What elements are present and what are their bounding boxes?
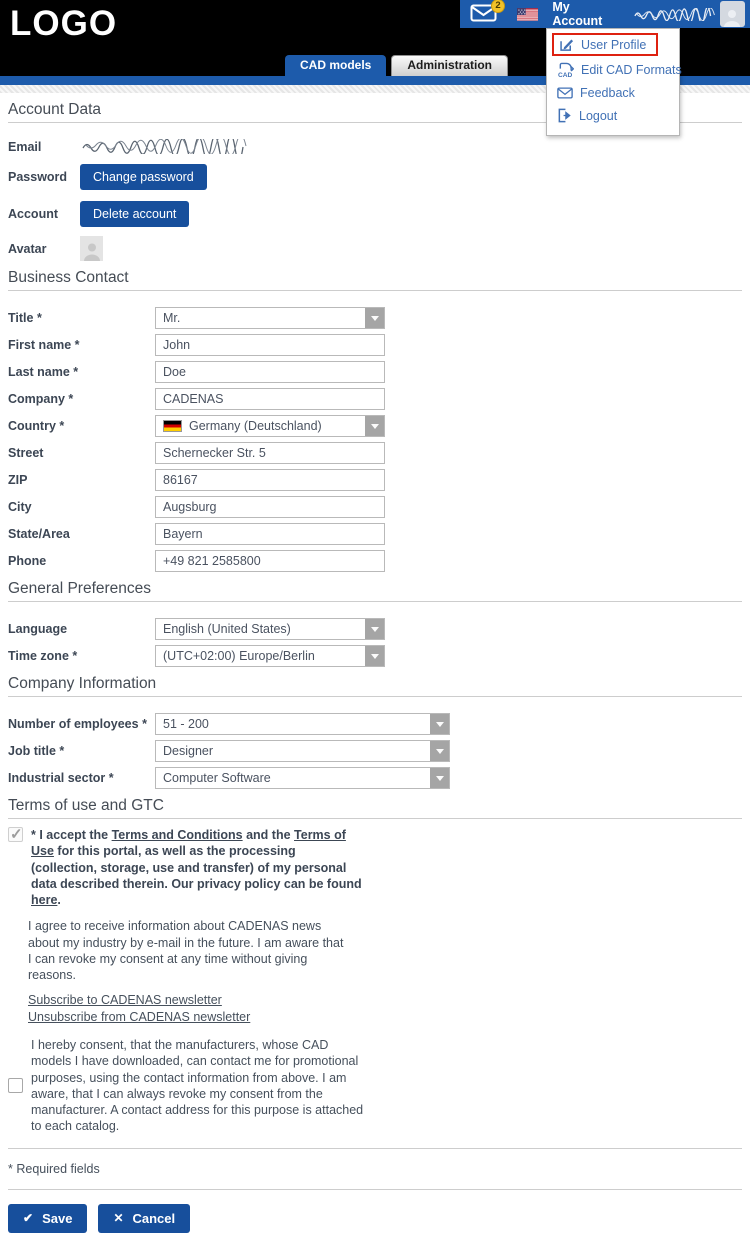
menu-item-edit-cad-formats[interactable]: [547, 58, 682, 82]
logout-icon: [557, 108, 572, 123]
avatar-label: Avatar: [8, 241, 47, 256]
job-title-select[interactable]: [155, 740, 450, 762]
redacted-email-scribble: [633, 8, 720, 21]
required-fields-note: * Required fields: [8, 1161, 100, 1176]
text-segment: can be found: [280, 876, 362, 891]
timezone-row: [8, 645, 742, 667]
country-label: Country *: [8, 419, 65, 433]
person-icon: [722, 7, 742, 27]
zip-row: [8, 469, 742, 491]
street-input[interactable]: [155, 442, 385, 464]
newsletter-links: [28, 992, 742, 1026]
delete-account-button[interactable]: Delete account: [80, 201, 189, 227]
notification-badge: 2: [491, 0, 505, 13]
text-segment: for this portal, as well as the processing (collection, storage, use and transfer) of my personal data described therein. Our: [31, 844, 347, 891]
first-name-row: [8, 334, 742, 356]
my-account-dropdown: [546, 28, 680, 136]
zip-label: ZIP: [8, 473, 28, 487]
company-input[interactable]: [155, 388, 385, 410]
avatar-image[interactable]: [80, 236, 103, 261]
language-row: [8, 618, 742, 640]
password-label: Password: [8, 170, 68, 184]
timezone-label: Time zone *: [8, 649, 78, 663]
street-label: Street: [8, 446, 44, 460]
title-select[interactable]: [155, 307, 385, 329]
unsubscribe-newsletter-link[interactable]: Unsubscribe from CADENAS newsletter: [28, 1010, 251, 1025]
germany-flag-icon: [163, 420, 182, 432]
cancel-button-label: Cancel: [132, 1210, 176, 1226]
section-title-business-contact: Business Contact: [8, 269, 129, 286]
account-bar: [460, 0, 750, 28]
zip-input[interactable]: [155, 469, 385, 491]
employees-row: [8, 713, 742, 735]
edit-icon: [559, 37, 574, 52]
logo: LOGO: [10, 4, 118, 43]
industrial-sector-row: [8, 767, 742, 789]
terms-of-use-link[interactable]: Terms of Use: [31, 828, 346, 859]
notifications-button[interactable]: [470, 0, 501, 25]
company-label: Company *: [8, 392, 74, 406]
section-divider: [8, 696, 742, 697]
country-select[interactable]: [155, 415, 385, 437]
privacy-policy-text: privacy policy: [197, 876, 281, 891]
subscribe-newsletter-link[interactable]: Subscribe to CADENAS newsletter: [28, 993, 222, 1008]
account-row: [8, 201, 742, 227]
menu-item-logout[interactable]: [547, 104, 679, 127]
account-label: Account: [8, 207, 58, 221]
text-segment: * I accept the: [31, 828, 112, 842]
state-label: State/Area: [8, 527, 70, 541]
section-title-terms: Terms of use and GTC: [8, 797, 164, 814]
tab-administration[interactable]: Administration: [391, 55, 508, 76]
select-value: Computer Software: [163, 771, 271, 785]
job-title-row: [8, 740, 742, 762]
section-title-account-data: Account Data: [8, 101, 102, 118]
menu-item-label: Logout: [579, 108, 618, 123]
select-value: English (United States): [163, 622, 291, 636]
last-name-input[interactable]: [155, 361, 385, 383]
manufacturer-consent-text: I hereby consent, that the manufacturers, whose CAD models I have downloaded, can contact me for promotional purposes, using the contact information from above. I am aware, that I can always revoke my consent from the manufacturer. A contact address for this purpose is attached to each catalog.: [31, 1038, 364, 1134]
select-value: (UTC+02:00) Europe/Berlin: [163, 649, 315, 663]
last-name-row: [8, 361, 742, 383]
phone-label: Phone: [8, 554, 47, 568]
privacy-policy-here-link[interactable]: here: [31, 893, 58, 907]
us-flag-icon[interactable]: [517, 8, 538, 21]
accept-terms-text: [31, 827, 365, 908]
industrial-sector-label: Industrial sector *: [8, 771, 114, 785]
manufacturer-consent-checkbox[interactable]: [8, 1078, 23, 1093]
email-row: [8, 139, 742, 154]
street-row: [8, 442, 742, 464]
chevron-down-icon[interactable]: [429, 768, 449, 788]
footer-divider: [8, 1189, 742, 1190]
tab-cad-models[interactable]: CAD models: [285, 55, 386, 76]
phone-input[interactable]: [155, 550, 385, 572]
user-avatar[interactable]: [720, 1, 745, 27]
save-button-label: Save: [42, 1210, 73, 1226]
accept-terms-row: [8, 827, 742, 908]
menu-item-label: User Profile: [581, 37, 647, 52]
title-label: Title *: [8, 311, 42, 325]
chevron-down-icon[interactable]: [429, 741, 449, 761]
country-row: [8, 415, 742, 437]
state-input[interactable]: [155, 523, 385, 545]
company-row: [8, 388, 742, 410]
password-row: [8, 164, 742, 190]
chevron-down-icon[interactable]: [364, 646, 384, 666]
timezone-select[interactable]: [155, 645, 385, 667]
person-icon: [83, 241, 101, 261]
main-tabs: [285, 55, 508, 76]
cross-icon: ✕: [113, 1211, 124, 1225]
footer-divider: [8, 1148, 742, 1149]
select-value: Mr.: [163, 311, 181, 325]
cad-file-icon: [557, 62, 574, 78]
text-segment: and the: [242, 828, 295, 842]
menu-item-label: Edit CAD Formats: [581, 63, 682, 77]
chevron-down-icon[interactable]: [429, 714, 449, 734]
terms-and-conditions-link[interactable]: Terms and Conditions: [111, 828, 243, 842]
city-row: [8, 496, 742, 518]
select-value: Germany (Deutschland): [189, 419, 322, 433]
industrial-sector-select[interactable]: [155, 767, 450, 789]
title-row: [8, 307, 742, 329]
menu-item-user-profile[interactable]: [552, 33, 658, 56]
menu-item-label: Feedback: [580, 86, 635, 100]
cancel-button[interactable]: [98, 1204, 190, 1233]
phone-row: [8, 550, 742, 572]
language-select[interactable]: [155, 618, 385, 640]
newsletter-consent-text: I agree to receive information about CADENAS news about my industry by e-mail in the future. I am aware that I can revoke my consent at any time without giving reasons.: [28, 919, 344, 982]
section-divider: [8, 601, 742, 602]
change-password-button[interactable]: Change password: [80, 164, 207, 190]
redacted-email-scribble: [80, 139, 252, 154]
city-label: City: [8, 500, 32, 514]
language-label: Language: [8, 622, 68, 636]
select-value: Designer: [163, 744, 214, 758]
my-account-label[interactable]: My Account: [552, 0, 603, 28]
svg-text:CAD: CAD: [557, 72, 573, 78]
select-value: 51 - 200: [163, 717, 209, 731]
section-divider: [8, 290, 742, 291]
state-row: [8, 523, 742, 545]
first-name-input[interactable]: [155, 334, 385, 356]
city-input[interactable]: [155, 496, 385, 518]
section-divider: [8, 818, 742, 819]
manufacturer-consent-row: [8, 1037, 742, 1135]
job-title-label: Job title *: [8, 744, 65, 758]
text-segment: .: [57, 893, 61, 907]
avatar-row: [8, 236, 742, 261]
envelope-icon: [557, 87, 573, 99]
accept-terms-checkbox[interactable]: [8, 827, 23, 842]
section-title-general-preferences: General Preferences: [8, 580, 152, 597]
form-actions: [8, 1204, 742, 1233]
check-icon: ✔: [23, 1211, 34, 1225]
last-name-label: Last name *: [8, 365, 79, 379]
employees-select[interactable]: [155, 713, 450, 735]
profile-form: [0, 101, 750, 1233]
save-button[interactable]: [8, 1204, 87, 1233]
chevron-down-icon[interactable]: [364, 308, 384, 328]
first-name-label: First name *: [8, 338, 80, 352]
chevron-down-icon[interactable]: [364, 619, 384, 639]
section-title-company-information: Company Information: [8, 675, 157, 692]
chevron-down-icon[interactable]: [364, 416, 384, 436]
email-label: Email: [8, 139, 42, 154]
employees-label: Number of employees *: [8, 717, 147, 731]
menu-item-feedback[interactable]: [547, 82, 679, 104]
